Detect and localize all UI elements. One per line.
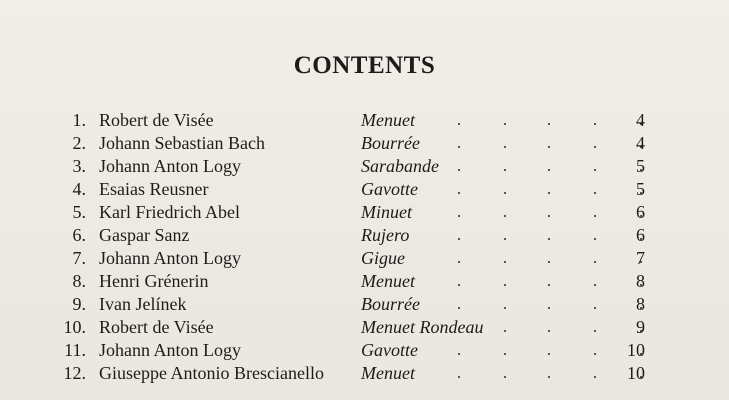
leader-dot [594, 330, 596, 332]
toc-entry [0, 155, 729, 178]
toc-entry [0, 339, 729, 362]
composer-name: Gaspar Sanz [99, 225, 190, 245]
page-number: 9 [636, 317, 645, 337]
piece-title: Gavotte [361, 179, 418, 199]
toc-entry [0, 362, 729, 385]
leader-dots [450, 178, 620, 201]
entry-number: 3. [72, 156, 86, 176]
leader-dots [450, 247, 620, 270]
toc-entry [0, 316, 729, 339]
leader-dot [504, 123, 506, 125]
entry-number: 8. [72, 271, 86, 291]
leader-dots [450, 270, 620, 293]
piece-title: Bourrée [361, 133, 420, 153]
leader-dot [458, 192, 460, 194]
piece-title: Sarabande [361, 156, 439, 176]
leader-dots [450, 109, 620, 132]
leader-dot [594, 307, 596, 309]
page-title: CONTENTS [293, 52, 436, 79]
leader-dot [504, 307, 506, 309]
entry-number: 9. [72, 294, 86, 314]
entry-number: 12. [63, 363, 86, 383]
leader-dot [458, 238, 460, 240]
leader-dot [504, 376, 506, 378]
leader-dots [450, 293, 620, 316]
page-number: 6 [636, 225, 645, 245]
entry-number: 10. [63, 317, 86, 337]
leader-dots [450, 132, 620, 155]
leader-dot [548, 376, 550, 378]
leader-dot [548, 123, 550, 125]
leader-dot [594, 376, 596, 378]
leader-dot [458, 376, 460, 378]
composer-name: Johann Sebastian Bach [99, 133, 265, 153]
entry-number: 6. [72, 225, 86, 245]
leader-dot [594, 284, 596, 286]
entry-number: 11. [64, 340, 86, 360]
leader-dot [594, 215, 596, 217]
leader-dots [450, 316, 620, 339]
composer-name: Johann Anton Logy [99, 340, 241, 360]
page-number: 5 [636, 156, 645, 176]
composer-name: Esaias Reusner [99, 179, 209, 199]
page-number: 4 [636, 110, 645, 130]
page-number: 6 [636, 202, 645, 222]
piece-title: Gavotte [361, 340, 418, 360]
composer-name: Karl Friedrich Abel [99, 202, 240, 222]
leader-dot [504, 330, 506, 332]
leader-dot [594, 261, 596, 263]
toc-entry [0, 178, 729, 201]
leader-dot [594, 192, 596, 194]
leader-dot [504, 238, 506, 240]
leader-dot [548, 353, 550, 355]
toc-entry [0, 224, 729, 247]
leader-dot [548, 284, 550, 286]
page-number: 8 [636, 271, 645, 291]
leader-dot [458, 215, 460, 217]
leader-dot [504, 353, 506, 355]
leader-dot [548, 215, 550, 217]
piece-title: Menuet [361, 271, 415, 291]
leader-dot [458, 261, 460, 263]
page-number: 10 [627, 340, 645, 360]
piece-title: Gigue [361, 248, 405, 268]
leader-dot [594, 146, 596, 148]
entry-number: 5. [72, 202, 86, 222]
leader-dot [594, 353, 596, 355]
composer-name: Robert de Visée [99, 317, 214, 337]
leader-dot [548, 330, 550, 332]
entry-number: 4. [72, 179, 86, 199]
page-number: 4 [636, 133, 645, 153]
leader-dot [548, 238, 550, 240]
leader-dot [548, 146, 550, 148]
page-number: 7 [636, 248, 645, 268]
toc-entry [0, 247, 729, 270]
leader-dots [450, 362, 620, 385]
leader-dot [594, 238, 596, 240]
composer-name: Robert de Visée [99, 110, 214, 130]
leader-dot [504, 169, 506, 171]
leader-dot [504, 146, 506, 148]
composer-name: Ivan Jelínek [99, 294, 187, 314]
leader-dot [504, 215, 506, 217]
leader-dots [450, 201, 620, 224]
leader-dot [458, 307, 460, 309]
leader-dot [548, 192, 550, 194]
page-number: 8 [636, 294, 645, 314]
leader-dot [458, 284, 460, 286]
leader-dot [504, 284, 506, 286]
piece-title: Menuet Rondeau [361, 317, 484, 337]
page-number: 5 [636, 179, 645, 199]
entry-number: 1. [72, 110, 86, 130]
composer-name: Henri Grénerin [99, 271, 209, 291]
leader-dots [450, 339, 620, 362]
leader-dot [548, 307, 550, 309]
toc-entry [0, 201, 729, 224]
toc-entry [0, 109, 729, 132]
leader-dot [504, 261, 506, 263]
entry-number: 2. [72, 133, 86, 153]
composer-name: Giuseppe Antonio Brescianello [99, 363, 324, 383]
piece-title: Rujero [361, 225, 410, 245]
toc-entry [0, 270, 729, 293]
leader-dot [548, 169, 550, 171]
piece-title: Menuet [361, 110, 415, 130]
leader-dots [450, 155, 620, 178]
piece-title: Bourrée [361, 294, 420, 314]
page-number: 10 [627, 363, 645, 383]
toc-entry [0, 132, 729, 155]
leader-dot [458, 169, 460, 171]
leader-dot [458, 123, 460, 125]
composer-name: Johann Anton Logy [99, 248, 241, 268]
leader-dots [450, 224, 620, 247]
leader-dot [458, 146, 460, 148]
piece-title: Minuet [361, 202, 412, 222]
toc-entry [0, 293, 729, 316]
leader-dot [548, 261, 550, 263]
composer-name: Johann Anton Logy [99, 156, 241, 176]
entry-number: 7. [72, 248, 86, 268]
leader-dot [504, 192, 506, 194]
piece-title: Menuet [361, 363, 415, 383]
leader-dot [594, 123, 596, 125]
leader-dot [458, 353, 460, 355]
leader-dot [594, 169, 596, 171]
